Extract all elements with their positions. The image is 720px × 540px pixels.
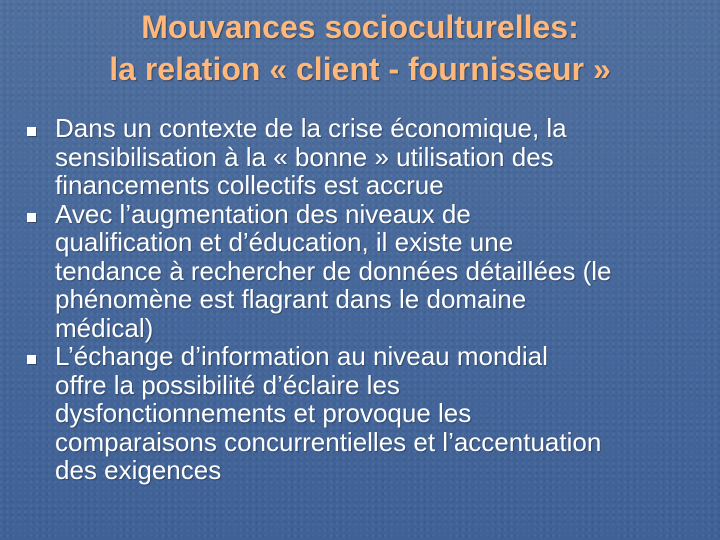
bullet-line: des exigences bbox=[55, 455, 222, 485]
bullet-line: financements collectifs est accrue bbox=[55, 170, 444, 200]
square-bullet-icon bbox=[27, 127, 36, 136]
bullet-item bbox=[22, 200, 702, 343]
bullet-item bbox=[22, 342, 702, 485]
bullet-line: L’échange d’information au niveau mondial bbox=[55, 341, 548, 371]
bullet-line: sensibilisation à la « bonne » utilisation des bbox=[55, 141, 554, 172]
title-line-1: Mouvances socioculturelles: bbox=[141, 9, 579, 45]
bullet-text bbox=[55, 342, 702, 485]
bullet-text bbox=[55, 200, 702, 343]
bullet-list bbox=[22, 114, 702, 485]
bullet-line: comparaisons concurrentielles et l’accentuation bbox=[55, 426, 602, 457]
bullet-line: Dans un contexte de la crise économique, la bbox=[55, 113, 567, 143]
bullet-line: qualification et d’éducation, il existe une bbox=[55, 227, 514, 257]
slide-title bbox=[0, 6, 720, 90]
title-line-2: la relation « client - fournisseur » bbox=[109, 51, 611, 87]
bullet-line: Avec l’augmentation des niveaux de bbox=[55, 198, 471, 229]
bullet-item bbox=[22, 114, 702, 200]
square-bullet-icon bbox=[27, 213, 36, 222]
bullet-text bbox=[55, 114, 702, 200]
bullet-line: phénomène est flagrant dans le domaine bbox=[55, 284, 527, 314]
bullet-line: offre la possibilité d’éclaire les bbox=[55, 369, 400, 400]
bullet-line: dysfonctionnements et provoque les bbox=[55, 398, 472, 428]
square-bullet-icon bbox=[27, 355, 36, 364]
bullet-line: médical) bbox=[55, 312, 154, 343]
bullet-line: tendance à rechercher de données détaillées (le bbox=[55, 255, 612, 286]
